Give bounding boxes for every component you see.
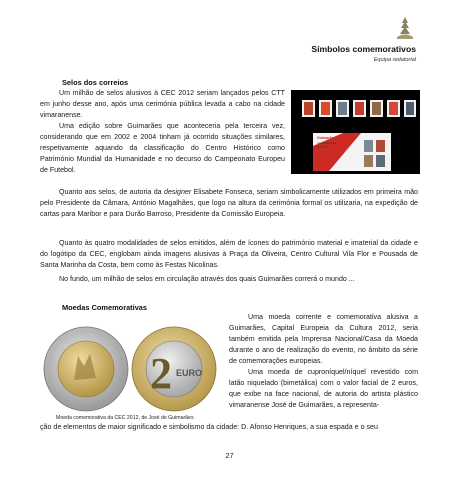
stamp-sheet-caption: Guimarães 2012 [317,136,345,140]
coin-denomination: 2 [150,349,172,398]
stamps-illustration [291,90,420,174]
publication-logo-icon [394,15,416,41]
paragraph-moedas-2: Uma moeda de cuproníquel/níquel revestido com latão niquelado (bimetálica) com o valor facial de 2 euros, que exibe na face nacional, de autoria do artista plástico vimaranense José de Guimarães, a representa- [229,368,418,409]
stamp-sheet-title-line-1: Capital Europeia [317,142,337,145]
stamp-sheet-title-line-2: da Cultura [317,145,329,149]
paragraph-selos-1: Um milhão de selos alusivos à CEC 2012 seriam lançados pelos CTT em junho desse ano, após uma cerimónia pública levada a cabo na cidade vimaranense. [40,89,285,119]
coin-currency: EURO [176,368,203,378]
coin-caption: Moeda comemorativa da CEC 2012, de José de Guimarães [56,415,194,421]
heading-moedas: Moedas Comemorativas [62,303,148,312]
paragraph-selos-2: Uma edição sobre Guimarães que aconteceria pela terceira vez, considerando que em 2002 e 2004 tinham já ocorrido situações similares, respetivamente aquando da classificação do Centro Histórico como Património Mundial da Humanidade e no decurso do Campeonato Europeu de Futebol. [40,122,285,174]
coins-image [40,326,220,412]
paragraph-moedas-2-cont: ção de elementos de maior significado e simbolismo da cidade: D. Afonso Henriques, a sua espada e o seu [40,423,378,431]
paragraph-selos-5: No fundo, um milhão de selos em circulação através dos quais Guimarães correrá o mundo ... [59,275,355,283]
paragraph-selos-4: Quanto às quatro modalidades de selos emitidos, além de ícones do património material e imaterial da cidade e do logótipo da CEC, englobam ainda imagens alusivas à Praça da Oliveira, Centro Cultural Vila Flor e Pousada de Santa Marinha da Costa, bem como às Festas Nicolinas. [40,239,418,269]
heading-selos: Selos dos correios [62,78,129,87]
paragraph-selos-3: Quanto aos selos, de autoria da designer Elisabete Fonseca, seriam simbolicamente utilizados em primeira mão pelo Presidente da Câmara, António Magalhães, que logo na altura da cerimónia formal os utilizaria, na expedição de cartas para Maribor e para Durão Barroso, Presidente da Comissão Europeia. [40,188,418,218]
page-number: 27 [225,451,234,460]
paragraph-moedas-1: Uma moeda corrente e comemorativa alusiva a Guimarães, Capital Europeia da Cultura 2012, seria também emitida pela Imprensa Nacional/Casa da Moeda durante o ano de realização do evento, no âmbito da série de comemorações europeias. [229,313,418,365]
stamps-image [291,90,420,174]
section-author: Equipa redatorial [373,57,416,63]
section-title: Símbolos comemorativos [311,44,416,54]
